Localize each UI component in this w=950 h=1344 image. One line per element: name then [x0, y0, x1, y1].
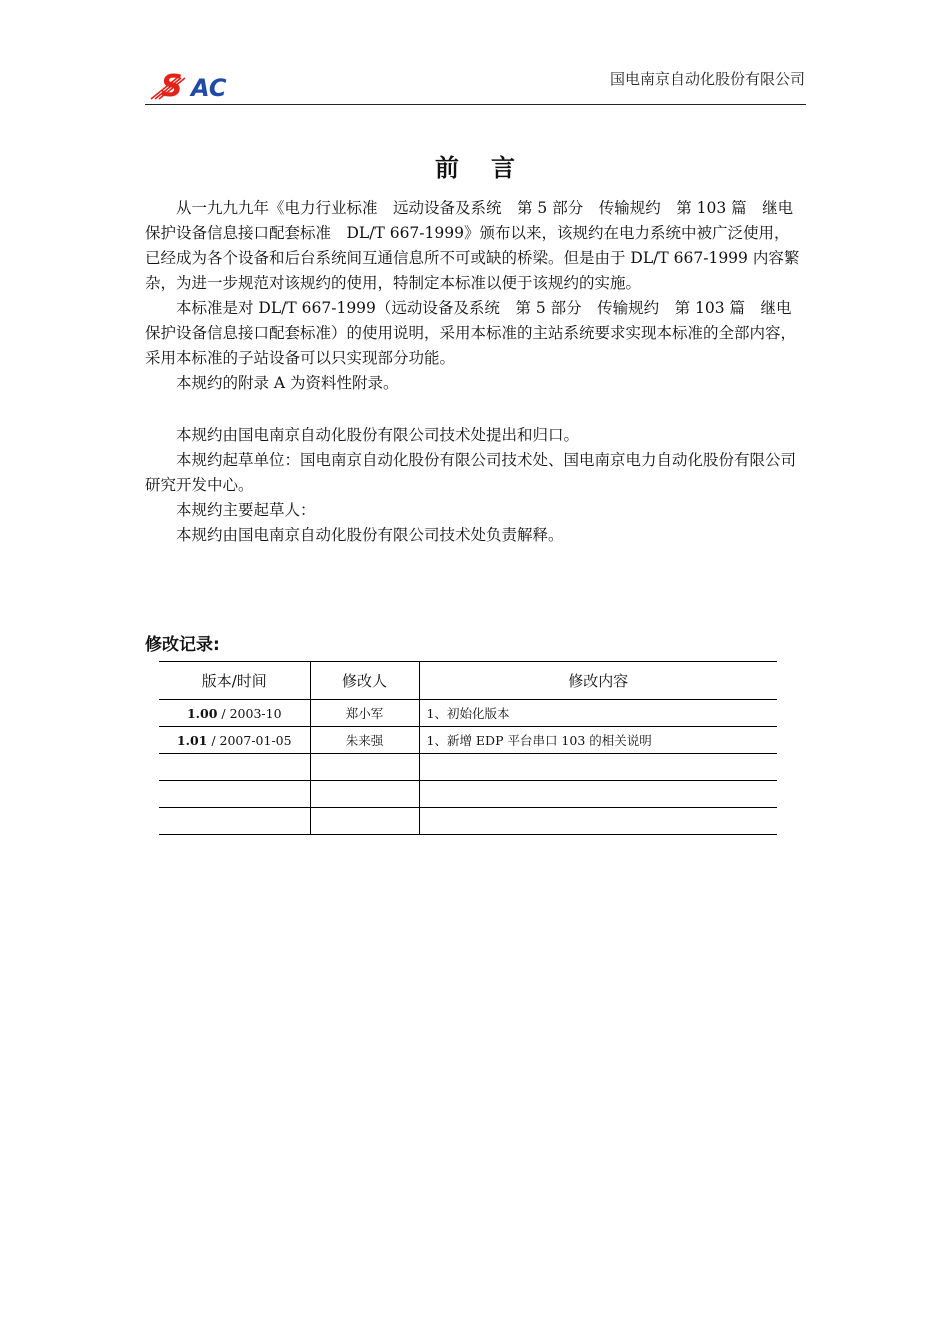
table-row	[159, 781, 777, 808]
author-cell	[310, 781, 419, 808]
paragraph: 本规约主要起草人：	[176, 501, 316, 519]
version-cell	[159, 727, 310, 754]
revision-heading: 修改记录:	[145, 635, 220, 655]
author-cell	[310, 754, 419, 781]
paragraph-spacer	[145, 396, 801, 423]
author-cell: 郑小军	[310, 700, 419, 727]
author-cell	[310, 808, 419, 835]
sac-logo	[147, 66, 257, 102]
version-date: / 2007-01-05	[207, 732, 292, 748]
paragraph: 本规约起草单位：国电南京自动化股份有限公司技术处、国电南京电力自动化股份有限公司研究开发中心。	[145, 451, 797, 494]
paragraph: 本规约由国电南京自动化股份有限公司技术处负责解释。	[176, 526, 564, 544]
content-cell	[419, 754, 777, 781]
paragraph: 本规约由国电南京自动化股份有限公司技术处提出和归口。	[176, 426, 580, 444]
table-row	[159, 808, 777, 835]
revision-table	[159, 661, 777, 835]
table-row	[159, 727, 777, 754]
header-divider	[145, 104, 806, 105]
svg-text:S: S	[161, 69, 183, 102]
version-cell	[159, 808, 310, 835]
company-name: 国电南京自动化股份有限公司	[609, 70, 805, 88]
column-header: 修改人	[310, 662, 419, 700]
table-header-row	[159, 662, 777, 700]
paragraph: 本规约的附录 A 为资料性附录。	[176, 374, 399, 392]
page-title: 前言	[435, 153, 547, 182]
version-number: 1.00	[186, 705, 218, 721]
column-header: 修改内容	[419, 662, 777, 700]
content-cell	[419, 808, 777, 835]
svg-text:AC: AC	[191, 74, 227, 102]
paragraph: 本标准是对 DL/T 667-1999（远动设备及系统 第 5 部分 传输规约 第 103 篇 继电保护设备信息接口配套标准）的使用说明，采用本标准的主站系统要求实现本标准的全部内容，采用本标准的子站设备可以只实现部分功能。	[145, 299, 797, 367]
paragraph: 从一九九九年《电力行业标准 远动设备及系统 第 5 部分 传输规约 第 103 篇 继电保护设备信息接口配套标准 DL/T 667-1999》颁布以来，该规约在电力系统中被广泛使用，已经成为各个设备和后台系统间互通信息所不可或缺的桥梁。但是由于 DL/T 667-1999 内容繁杂，为进一步规范对该规约的使用，特制定本标准以便于该规约的实施。	[145, 199, 800, 292]
version-cell	[159, 754, 310, 781]
version-cell	[159, 700, 310, 727]
preface-body	[145, 196, 801, 548]
page-header	[145, 62, 805, 104]
version-cell	[159, 781, 310, 808]
content-cell: 1、初始化版本	[419, 700, 777, 727]
column-header: 版本/时间	[159, 662, 310, 700]
table-row	[159, 754, 777, 781]
version-date: / 2003-10	[217, 705, 282, 721]
table-row	[159, 700, 777, 727]
version-number: 1.01	[176, 732, 208, 748]
content-cell: 1、新增 EDP 平台串口 103 的相关说明	[419, 727, 777, 754]
author-cell: 朱来强	[310, 727, 419, 754]
content-cell	[419, 781, 777, 808]
